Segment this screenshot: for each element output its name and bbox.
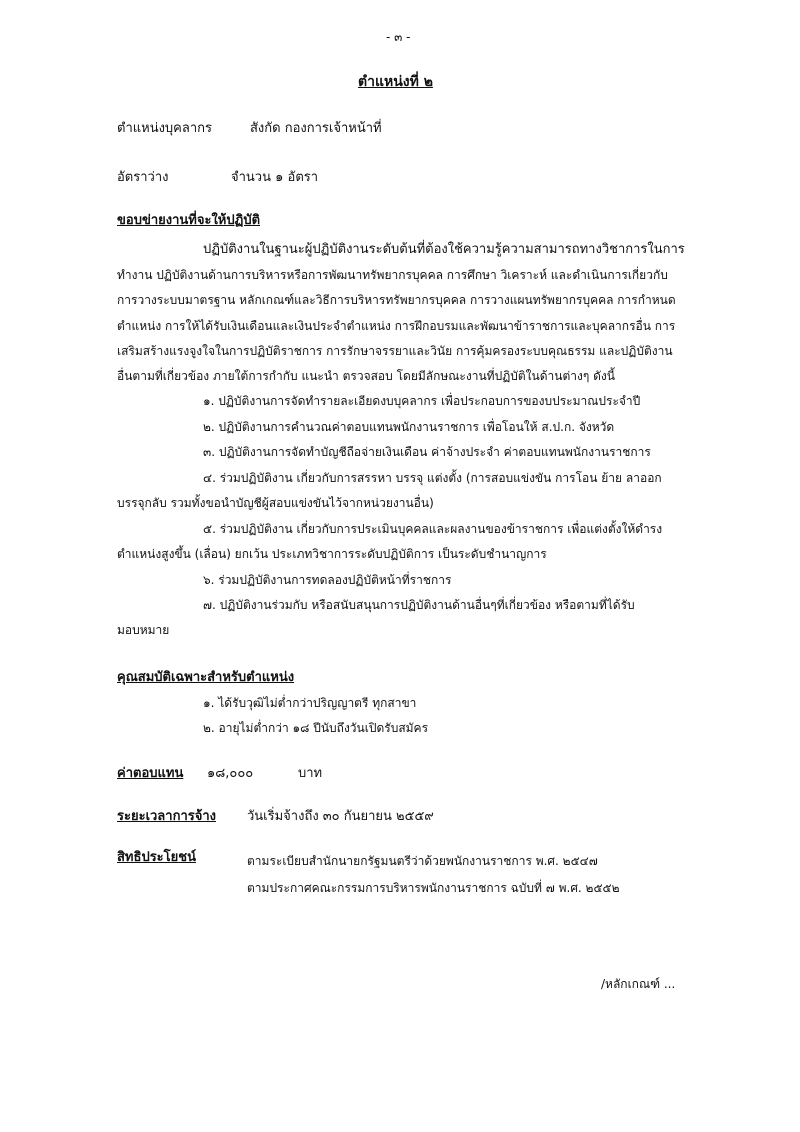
- scope-line: การวางระบบมาตรฐาน หลักเกณฑ์และวิธีการบริหารทรัพยากรบุคคล การวางแผนทรัพยากรบุคคล การกำหนด: [117, 293, 676, 307]
- compensation-unit: บาท: [298, 766, 323, 781]
- duty-item: ๗. ปฏิบัติงานร่วมกับ หรือสนับสนุนการปฏิบัติงานด้านอื่นๆที่เกี่ยวข้อง หรือตามที่ได้รับ: [203, 598, 635, 612]
- duty-item: บรรจุกลับ รวมทั้งขอนำบัญชีผู้สอบแข่งขันไว้จากหน่วยงานอื่น): [117, 496, 434, 510]
- qualification-heading: คุณสมบัติเฉพาะสำหรับตำแหน่ง: [117, 670, 295, 685]
- position-name-label: ตำแหน่งบุคลากร: [117, 121, 212, 136]
- position-heading: ตำแหน่งที่ ๒: [358, 74, 433, 90]
- scope-line: อื่นตามที่เกี่ยวข้อง ภายใต้การกำกับ แนะนำ ตรวจสอบ โดยมีลักษณะงานที่ปฏิบัติในด้านต่างๆ ดังนี้: [117, 369, 615, 383]
- qualification-item: ๒. อายุไม่ต่ำกว่า ๑๘ ปีนับถึงวันเปิดรับสมัคร: [203, 721, 429, 735]
- period-label: ระยะเวลาการจ้าง: [117, 809, 216, 824]
- scope-line: ปฏิบัติงานในฐานะผู้ปฏิบัติงานระดับต้นที่ต้องใช้ความรู้ความสามารถทางวิชาการในการ: [203, 242, 685, 257]
- compensation-value: ๑๘,๐๐๐: [207, 766, 254, 781]
- duty-item: มอบหมาย: [117, 623, 170, 637]
- benefit-item: ตามประกาศคณะกรรมการบริหารพนักงานราชการ ฉบับที่ ๗ พ.ศ. ๒๕๕๒: [247, 881, 620, 895]
- duty-item: ๕. ร่วมปฏิบัติงาน เกี่ยวกับการประเมินบุคคลและผลงานของข้าราชการ เพื่อแต่งตั้งให้ดำรง: [203, 522, 663, 536]
- page-number: - ๓ -: [386, 30, 411, 44]
- scope-line: เสริมสร้างแรงจูงใจในการปฏิบัติราชการ การรักษาจรรยาและวินัย การคุ้มครองระบบคุณธรรม และปฏิบัติงาน: [117, 344, 673, 358]
- duty-item: ตำแหน่งสูงขึ้น (เลื่อน) ยกเว้น ประเภทวิชาการระดับปฏิบัติการ เป็นระดับชำนาญการ: [117, 547, 547, 561]
- duty-item: ๖. ร่วมปฏิบัติงานการทดลองปฏิบัติหน้าที่ราชการ: [203, 573, 452, 587]
- scope-heading: ขอบข่ายงานที่จะให้ปฏิบัติ: [117, 213, 261, 228]
- qualification-item: ๑. ได้รับวุฒิไม่ต่ำกว่าปริญญาตรี ทุกสาขา: [203, 696, 417, 710]
- duty-item: ๓. ปฏิบัติงานการจัดทำบัญชีถือจ่ายเงินเดือน ค่าจ้างประจำ ค่าตอบแทนพนักงานราชการ: [203, 445, 651, 459]
- compensation-label: ค่าตอบแทน: [117, 766, 184, 781]
- benefits-label: สิทธิประโยชน์: [117, 850, 196, 865]
- duty-item: ๔. ร่วมปฏิบัติงาน เกี่ยวกับการสรรหา บรรจุ แต่งตั้ง (การสอบแข่งขัน การโอน ย้าย ลาออก: [203, 471, 662, 485]
- period-value: วันเริ่มจ้างถึง ๓๐ กันยายน ๒๕๕๙: [247, 809, 434, 824]
- duty-item: ๑. ปฏิบัติงานการจัดทำรายละเอียดงบบุคลากร เพื่อประกอบการของบประมาณประจำปี: [203, 394, 641, 408]
- affiliation: สังกัด กองการเจ้าหน้าที่: [250, 121, 382, 136]
- duty-item: ๒. ปฏิบัติงานการคำนวณค่าตอบแทนพนักงานราชการ เพื่อโอนให้ ส.ป.ก. จังหวัด: [203, 420, 615, 434]
- scope-line: ทำงาน ปฏิบัติงานด้านการบริหารหรือการพัฒนาทรัพยากรบุคคล การศึกษา วิเคราะห์ และดำเนินการเกี่ยวกับ: [117, 268, 668, 282]
- vacancy-value: จำนวน ๑ อัตรา: [231, 170, 319, 185]
- benefit-item: ตามระเบียบสำนักนายกรัฐมนตรีว่าด้วยพนักงานราชการ พ.ศ. ๒๕๔๗: [247, 854, 598, 868]
- scope-line: ตำแหน่ง การให้ได้รับเงินเดือนและเงินประจำตำแหน่ง การฝึกอบรมและพัฒนาข้าราชการและบุคลากรอื่น การ: [117, 319, 676, 333]
- vacancy-label: อัตราว่าง: [117, 170, 169, 185]
- continuation-note: /หลักเกณฑ์ ...: [601, 977, 676, 991]
